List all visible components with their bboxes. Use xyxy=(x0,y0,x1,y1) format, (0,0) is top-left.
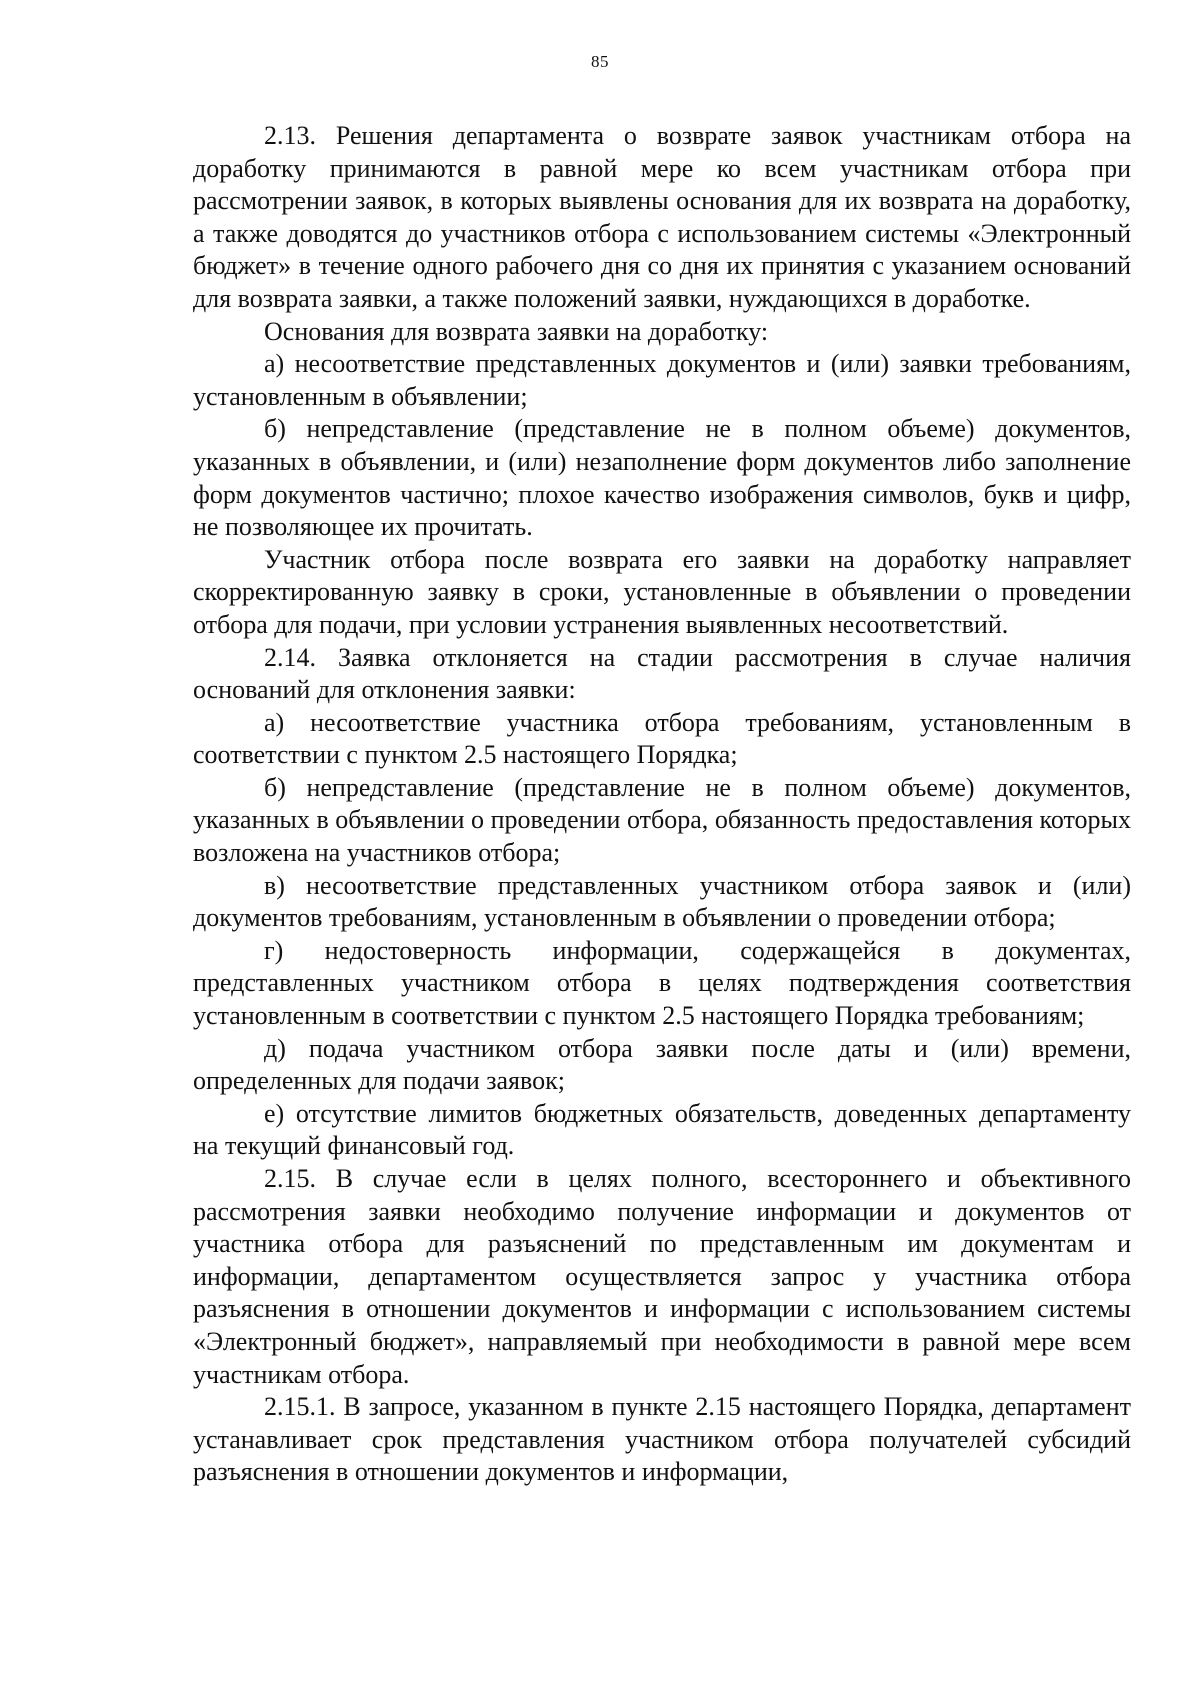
paragraph-2-14: 2.14. Заявка отклоняется на стадии рассмотрения в случае наличия оснований для отклонения заявки: xyxy=(193,642,1131,705)
paragraph-2-15-1: 2.15.1. В запросе, указанном в пункте 2.15 настоящего Порядка, департамент устанавливает срок представления участником отбора получателей субсидий разъяснения в отношении документов и информации, xyxy=(193,1392,1131,1487)
paragraph-return-b: б) непредставление (представление не в полном объеме) документов, указанных в объявлении, и (или) незаполнение форм документов либо заполнение форм документов частично; плохое качество изображения символов, букв и цифр, не позволяющее их прочитать. xyxy=(193,414,1131,542)
paragraph-reject-d: д) подача участником отбора заявки после даты и (или) времени, определенных для подачи заявок; xyxy=(193,1033,1131,1096)
paragraph-resubmission: Участник отбора после возврата его заявки на доработку направляет скорректированную заявку в сроки, установленные в объявлении о проведении отбора для подачи, при условии устранения выявленных несоответствий. xyxy=(193,544,1131,639)
paragraph-return-a: а) несоответствие представленных документов и (или) заявки требованиям, установленным в объявлении; xyxy=(193,349,1131,411)
paragraph-2-15: 2.15. В случае если в целях полного, всестороннего и объективного рассмотрения заявки необходимо получение информации и документов от участника отбора для разъяснений по представленным им документам и информации, департаментом осуществляется запрос у участника отбора разъяснения в отношении документов и информации с использованием системы «Электронный бюджет», направляемый при необходимости в равной мере всем участникам отбора. xyxy=(193,1164,1131,1389)
paragraph-reject-g: г) недостоверность информации, содержащейся в документах, представленных участником отбора в целях подтверждения соответствия установленным в соответствии с пунктом 2.5 настоящего Порядка требованиям; xyxy=(193,935,1131,1031)
paragraph-reject-a: а) несоответствие участника отбора требованиям, установленным в соответствии с пунктом 2.5 настоящего Порядка; xyxy=(193,707,1131,770)
document-body xyxy=(193,120,1131,1489)
paragraph-reject-e: е) отсутствие лимитов бюджетных обязательств, доведенных департаменту на текущий финансовый год. xyxy=(193,1098,1131,1161)
paragraph-return-grounds: Основания для возврата заявки на доработку: xyxy=(264,316,769,346)
page-number: 85 xyxy=(591,52,609,71)
paragraph-reject-b: б) непредставление (представление не в полном объеме) документов, указанных в объявлении о проведении отбора, обязанность предоставления которых возложена на участников отбора; xyxy=(193,772,1131,868)
paragraph-2-13: 2.13. Решения департамента о возврате заявок участникам отбора на доработку принимаются в равной мере ко всем участникам отбора при рассмотрении заявок, в которых выявлены основания для их возврата на доработку, а также доводятся до участников отбора с использованием системы «Электронный бюджет» в течение одного рабочего дня со дня их принятия с указанием оснований для возврата заявки, а также положений заявки, нуждающихся в доработке. xyxy=(193,121,1131,313)
paragraph-reject-v: в) несоответствие представленных участником отбора заявок и (или) документов требованиям, установленным в объявлении о проведении отбора; xyxy=(193,870,1131,933)
